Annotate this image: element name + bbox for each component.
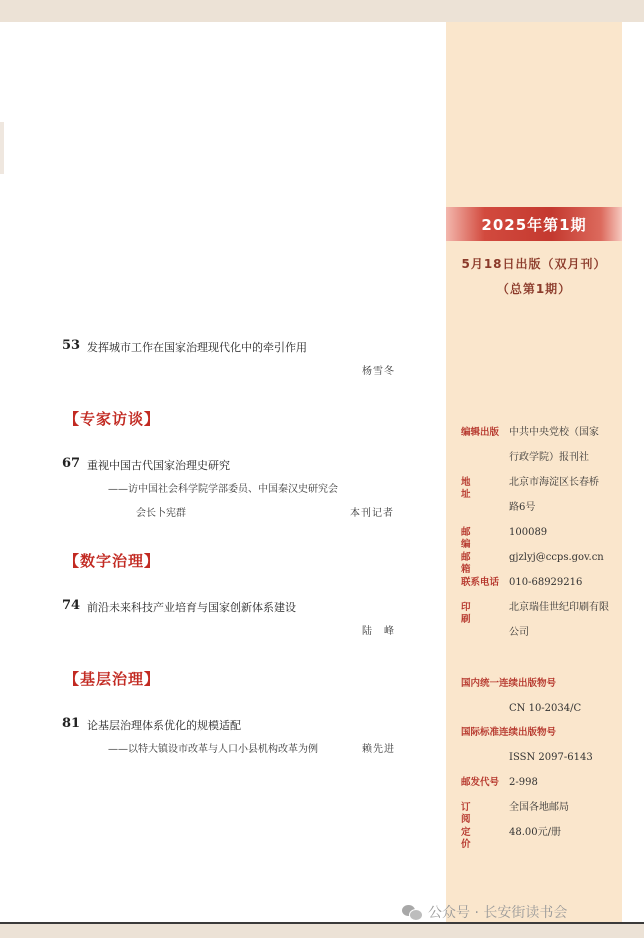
info-label: 地址 [461, 477, 485, 500]
info-label: 订阅 [461, 802, 485, 825]
info-value: 2-998 [509, 777, 538, 788]
info-label: 编辑出版 [461, 427, 500, 438]
article-title: 前沿未来科技产业培育与国家创新体系建设 [87, 601, 296, 614]
info-value-cont: 行政学院）报刊社 [509, 452, 589, 463]
info-label: 定价 [461, 827, 485, 850]
info-label: 联系电话 [461, 577, 500, 588]
total-issue: （总第1期） [496, 282, 572, 296]
watermark [402, 902, 567, 922]
info-label: 邮编 [461, 527, 485, 550]
article-subtitle: ——访中国社会科学院学部委员、中国秦汉史研究会 [108, 484, 338, 495]
article-subtitle: ——以特大镇设市改革与人口小县机构改革为例 [108, 744, 318, 755]
edge-mark [0, 122, 4, 174]
info-label: 印刷 [461, 602, 485, 625]
issue-banner: 2025年第1期 [446, 207, 622, 241]
page-number: 74 [62, 598, 81, 613]
info-value: 全国各地邮局 [509, 802, 569, 813]
info-value: 中共中央党校（国家 [509, 427, 599, 438]
domestic-serial-label: 国内统一连续出版物号 [461, 678, 557, 689]
issn-value: ISSN 2097-6143 [509, 752, 593, 763]
article-author: 本刊记者 [350, 508, 394, 519]
info-label: 邮发代号 [461, 777, 500, 788]
page-number: 67 [62, 456, 81, 471]
article-title: 发挥城市工作在国家治理现代化中的牵引作用 [87, 341, 307, 354]
article-subtitle-cont: 会长卜宪群 [136, 508, 186, 519]
wechat-icon [402, 904, 422, 920]
info-label: 邮箱 [461, 552, 485, 575]
article-author: 杨雪冬 [362, 366, 395, 377]
section-heading-experts: 【专家访谈】 [64, 410, 161, 428]
article-author: 赖先进 [362, 744, 395, 755]
article-title: 论基层治理体系优化的规模适配 [87, 719, 241, 732]
info-value: 北京市海淀区长春桥 [509, 477, 599, 488]
section-heading-grassroots: 【基层治理】 [64, 670, 161, 688]
info-value-cont: 公司 [509, 627, 529, 638]
info-value-cont: 路6号 [509, 502, 536, 513]
info-value: 010-68929216 [509, 577, 583, 588]
article-title: 重视中国古代国家治理史研究 [87, 459, 230, 472]
publication-date: 5月18日出版（双月刊） [461, 257, 607, 271]
info-value: 北京瑞佳世纪印刷有限 [509, 602, 609, 613]
info-value: 100089 [509, 527, 548, 538]
bottom-rule [0, 922, 644, 924]
section-heading-digital: 【数字治理】 [64, 552, 161, 570]
watermark-text: 公众号 · 长安街读书会 [428, 905, 568, 921]
article-author: 陆 峰 [362, 626, 395, 637]
info-value: 48.00元/册 [509, 827, 561, 838]
page-number: 81 [62, 716, 81, 731]
domestic-serial-value: CN 10-2034/C [509, 703, 582, 714]
issn-label: 国际标准连续出版物号 [461, 727, 557, 738]
info-value: gjzlyj@ccps.gov.cn [509, 552, 604, 563]
page-number: 53 [62, 338, 81, 353]
